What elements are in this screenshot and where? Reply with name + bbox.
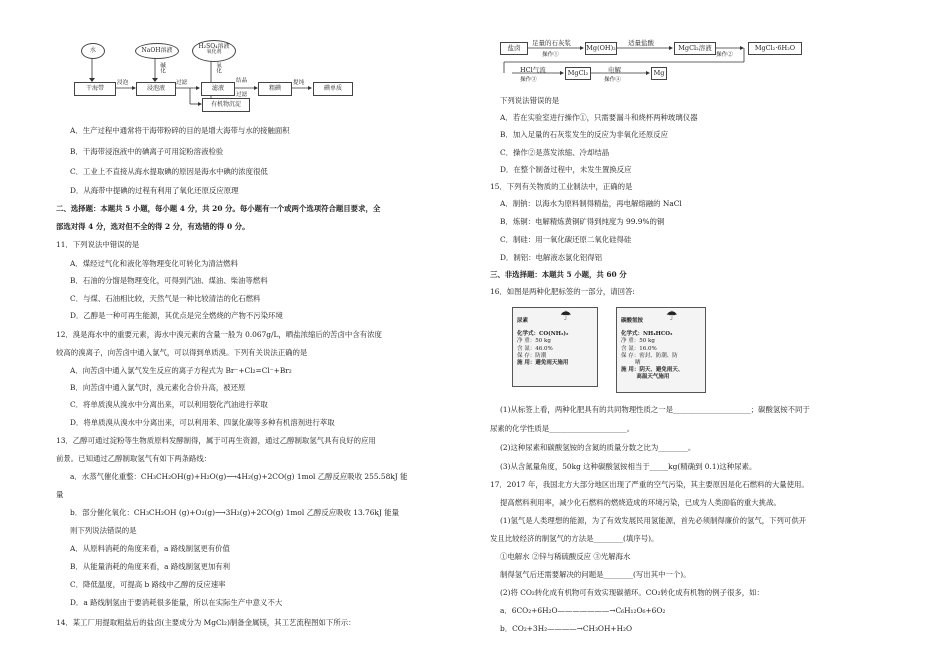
flow-label-filter1: 过滤 (176, 80, 188, 86)
q17-part1-cont: 发且比较经济的制氢气的方法是________(填序号)。 (490, 534, 659, 543)
q15-option-b: B．炼铜：电解精炼黄铜矿得到纯度为 99.9%的铜 (500, 217, 665, 226)
flow2-label-op1: 操作① (542, 52, 559, 58)
q16-part1: (1)从标签上看，两种化肥具有的共同物理性质之一是_____________________；碳酸氢铵不同于 (500, 405, 810, 414)
q16-stem: 16．如图是两种化肥标签的一部分，请回答: (490, 287, 635, 296)
ammonium-bicarbonate-label-card (616, 307, 706, 393)
q13-route-a: a．水蒸气催化重整：CH₃CH₂OH(g)+H₂O(g)⟶4H₂(g)+2CO(g) 1mol 乙醇反应吸收 255.58kJ 能 (70, 472, 408, 481)
flow2-label-op2: 操作② (716, 52, 733, 58)
flow-node-naoh: NaOH溶液 (135, 43, 179, 59)
q13-then: 则下列说法错误的是 (70, 526, 137, 535)
flow-label-soak: 浸泡 (117, 80, 129, 86)
q14-option-a: A．若在实验室进行操作①，只需要漏斗和烧杯两种玻璃仪器 (500, 113, 698, 122)
nh4hco3-storage: 保 存：密封、防潮、防 (621, 352, 678, 359)
flow2-node-mgoh2: Mg(OH)₂ (585, 42, 617, 55)
q12-option-d: D．将单质溴从溴水中分离出来，可以利用苯、四氯化碳等多种有机溶剂进行萃取 (70, 418, 335, 427)
nh4hco3-usage-cont: 高温天气施用 (621, 374, 670, 381)
q13-option-b: B．从能量消耗的角度来看，a 路线制氢更加有利 (70, 562, 231, 571)
q11-option-c: C．与煤、石油相比较，天然气是一种比较清洁的化石燃料 (70, 294, 261, 303)
flow-label-purify: 提纯 (293, 80, 305, 86)
urea-formula: 化学式：CO(NH₂)₂ (517, 331, 569, 338)
q13-stem: 13．乙醇可通过淀粉等生物质原料发酵制得，属于可再生资源，通过乙醇制取氢气具有良好的应用 (56, 436, 376, 445)
flow-node-organic-precipitate: 有机物沉淀 (202, 98, 250, 112)
urea-storage: 保 存：防潮 (517, 352, 547, 359)
flow-node-water: 水 (81, 43, 105, 59)
q12-option-c: C．将单质溴从溴水中分离出来，可以利用裂化汽油进行萃取 (70, 400, 268, 409)
section2-heading-line2: 部选对得 4 分，选对但不全的得 2 分，有选错的得 0 分。 (56, 222, 250, 231)
q11-option-d: D．乙醇是一种可再生能源，其优点是完全燃烧的产物不污染环境 (70, 311, 283, 320)
flow-node-filtrate: 滤液 (201, 82, 235, 96)
flow-node-crude-iodine: 粗碘 (258, 82, 292, 96)
urea-nitrogen: 含 氮：46.0% (517, 345, 553, 352)
flow-node-h2so4-label: H₂SO₄溶液 (198, 43, 230, 50)
q10-option-a: A．生产过程中通常将干海带粉碎的目的是增大海带与水的接触面积 (70, 126, 290, 135)
urea-label-card (512, 307, 598, 387)
q10-option-b: B．干海带浸泡液中的碘离子可用淀粉溶液检验 (70, 147, 224, 156)
flow-node-oxidant-label: 氧化剂 (206, 49, 222, 55)
q10-option-d: D．从海带中提碘的过程有利用了氧化还原反应原理 (70, 186, 239, 195)
q11-option-b: B．石油的分馏是物理变化，可得到汽油、煤油、柴油等燃料 (70, 276, 268, 285)
iodine-flow-diagram (56, 0, 441, 120)
q15-option-d: D．制铝：电解液态氯化铝得铝 (500, 253, 603, 262)
q15-stem: 15．下列有关物质的工业制法中，正确的是 (490, 182, 633, 191)
urea-net-weight: 净 重：50 kg (517, 338, 551, 345)
q10-option-c: C．工业上不直接从海水提取碘的原因是海水中碘的浓度很低 (70, 167, 268, 176)
flow-label-alkalize: 碱化 (159, 62, 165, 74)
flow2-node-mgcl2: MgCl₂ (565, 67, 591, 80)
urea-card-title: 尿素 (517, 318, 529, 324)
flow-label-oxidize: 氧化 (215, 62, 221, 74)
section3-heading: 三、非选择题：本题共 5 小题，共 60 分 (490, 270, 627, 279)
flow2-label-hcl: 适量盐酸 (628, 39, 654, 47)
q14-option-b: B．加入足量的石灰浆发生的反应为非氧化还原反应 (500, 130, 669, 139)
q17-stem-line2: 提高燃料利用率，减少化石燃料的燃烧造成的环境污染，已成为人类面临的重大挑战。 (500, 498, 781, 507)
flow-label-filter2: 过滤 (236, 92, 248, 98)
q17-reaction-a: a．6CO₂+6H₂O———————→C₆H₁₂O₆+6O₂ (500, 606, 666, 615)
q14-question: 下列说法错误的是 (500, 96, 560, 105)
flow2-node-brine: 盐卤 (500, 42, 528, 55)
q17-reaction-b: b．CO₂+3H₂————→CH₃OH+H₂O (500, 624, 633, 633)
nh4hco3-card-title: 碳酸氢铵 (621, 318, 644, 324)
flow2-label-hcl-gas: HCl气流 (520, 66, 546, 74)
flow2-label-op3: 操作③ (520, 77, 537, 83)
urea-usage: 施 用：避免雨天施用 (517, 360, 569, 367)
q13-route-a-cont: 量 (56, 490, 64, 499)
q13-option-c: C．降低温度，可提高 b 路线中乙醇的反应速率 (70, 580, 226, 589)
q13-option-d: D．a 路线制氢由于要消耗很多能量，所以在实际生产中意义不大 (70, 598, 283, 607)
flow-node-h2so4 (192, 40, 236, 62)
q13-route-b: b．部分催化氧化：CH₃CH₂OH (g)+O₂(g)⟶3H₂(g)+2CO(g) 1mol 乙醇反应吸收 13.76kJ 能量 (70, 508, 400, 517)
flow-label-crystallize: 结晶 (236, 78, 248, 84)
q12-stem-line2: 较高的溴离子，向苦卤中通入氯气，可以得到单质溴。下列有关说法正确的是 (56, 348, 308, 357)
q17-part2: (2)将 CO₂转化成有机物可有效实现碳循环。CO₂转化成有机物的例子很多，如： (500, 588, 764, 597)
nh4hco3-net-weight: 净 重：50 kg (621, 338, 655, 345)
q15-option-a: A．制钠：以海水为原料制得精盐，再电解熔融的 NaCl (500, 199, 682, 208)
q16-part2: (2)这种尿素和碳酸氢铵的含氮的质量分数之比为________。 (500, 443, 696, 452)
magnesium-flow-diagram (490, 0, 905, 90)
flow2-label-lime: 足量的石灰浆 (532, 39, 571, 47)
q17-methods: ①电解水 ②锌与稀硫酸反应 ③光解海水 (500, 552, 631, 561)
q12-option-b: B．向苦卤中通入氯气时，溴元素化合价升高，被还原 (70, 383, 246, 392)
q11-option-a: A．煤经过气化和液化等物理变化可转化为清洁燃料 (70, 259, 238, 268)
flow2-label-electrolysis: 电解 (608, 66, 621, 74)
flow-node-kelp: 干海带 (74, 82, 116, 96)
q13-option-a: A．从原料消耗的角度来看，a 路线制氢更有价值 (70, 544, 230, 553)
q17-stem: 17．2017 年，我国北方大部分地区出现了严重的空气污染，其主要原因是化石燃料的大量使用。 (490, 480, 809, 489)
nh4hco3-nitrogen: 含 氮：16.0% (621, 345, 657, 352)
flow2-node-mgcl2-solution: MgCl₂溶液 (674, 42, 716, 55)
q12-option-a: A．向苦卤中通入氯气发生反应的离子方程式为 Br⁻+Cl₂=Cl⁻+Br₂ (70, 366, 292, 375)
q14-option-c: C．操作②是蒸发浓缩、冷却结晶 (500, 148, 610, 157)
flow2-node-mg: Mg (651, 67, 667, 80)
nh4hco3-storage-cont: 晒 (621, 360, 641, 367)
flow2-node-mgcl2-hydrate: MgCl₂·6H₂O (748, 42, 802, 55)
q13-stem-line2: 前景。已知通过乙醇制取氢气有如下两条路线： (56, 454, 212, 463)
nh4hco3-usage: 施 用：阴天、避免雨天、 (621, 367, 684, 374)
q17-part1: (1)氢气是人类理想的能源，为了有效发展民用氢能源，首先必须制得廉价的氢气，下列可供开 (500, 516, 807, 525)
q15-option-c: C．制硅：用一氧化碳还原二氧化硅得硅 (500, 235, 632, 244)
umbrella-icon: ☂ (560, 309, 572, 324)
section2-heading: 二、选择题：本题共 5 小题，每小题 4 分，共 20 分。每小题有一个或两个选项符合题目要求，全 (56, 204, 381, 213)
flow-node-soak: 浸泡液 (136, 82, 176, 96)
q16-part1-cont: 尿素的化学性质是_____________________。 (490, 424, 635, 433)
nh4hco3-formula: 化学式：NH₄HCO₃ (621, 331, 673, 338)
q12-stem: 12．溴是海水中的重要元素，海水中溴元素的含量一般为 0.067g/L，晒盐浓缩后的苦卤中含有浓度 (56, 330, 382, 339)
flow2-label-op4: 操作④ (604, 77, 621, 83)
q14-stem: 14．某工厂用提取粗盐后的盐卤(主要成分为 MgCl₂)制备金属镁，其工艺流程图如下所示： (56, 618, 356, 627)
q17-problem: 制得氢气后还需要解决的问题是________(写出其中一个)。 (500, 570, 691, 579)
umbrella-icon-2: ☂ (666, 309, 678, 324)
q16-part3: (3)从含氮量角度，50kg 这种碳酸氢铵相当于_____kg(精确到 0.1)这种尿素。 (500, 462, 757, 471)
flow-node-iodine: 碘单质 (313, 82, 353, 96)
q11-stem: 11．下列说法中错误的是 (56, 240, 140, 249)
q14-option-d: D．在整个制备过程中，未发生置换反应 (500, 165, 632, 174)
